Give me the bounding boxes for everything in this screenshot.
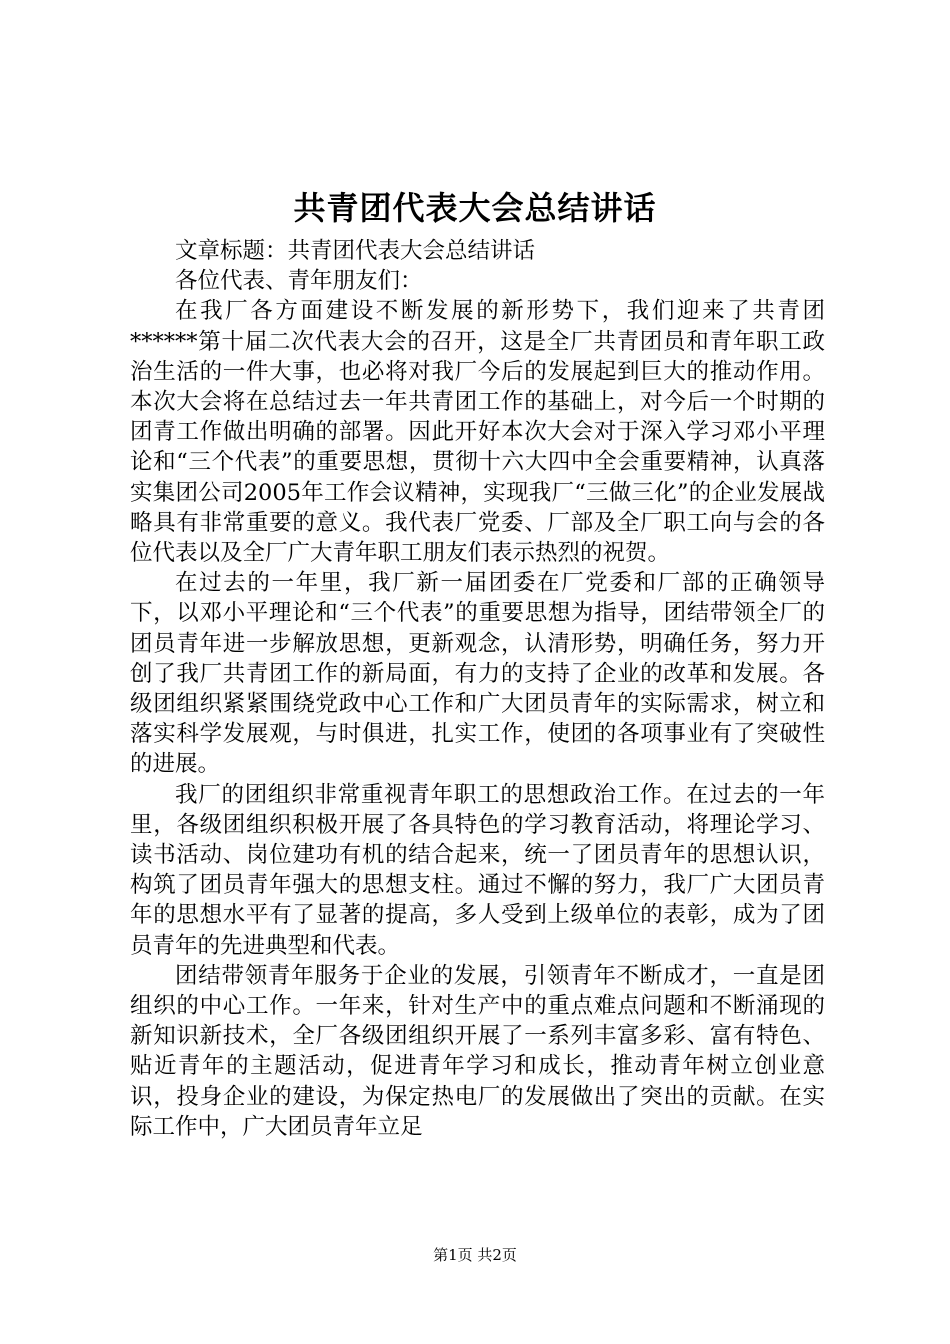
document-title: 共青团代表大会总结讲话	[293, 189, 657, 227]
salutation: 各位代表、青年朋友们：	[175, 268, 423, 295]
page-number-footer: 第1页 共2页	[433, 1246, 517, 1264]
article-title-line: 文章标题：共青团代表大会总结讲话	[175, 238, 536, 264]
paragraph: 我厂的团组织非常重视青年职工的思想政治工作。在过去的一年里，各级团组织积极开展了各具特色的学习教育活动，将理论学习、读书活动、岗位建功有机的结合起来，统一了团员青年的思想认识，构筑了团员青年强大的思想支柱。通过不懈的努力，我厂广大团员青年的思想水平有了显著的提高，多人受到上级单位的表彰，成为了团员青年的先进典型和代表。	[130, 781, 825, 959]
paragraph: 在我厂各方面建设不断发展的新形势下，我们迎来了共青团******第十届二次代表大会的召开，这是全厂共青团员和青年职工政治生活的一件大事，也必将对我厂今后的发展起到巨大的推动作用。本次大会将在总结过去一年共青团工作的基础上，对今后一个时期的团青工作做出明确的部署。因此开好本次大会对于深入学习邓小平理论和“三个代表”的重要思想，贯彻十六大四中全会重要精神，认真落实集团公司2005年工作会议精神，实现我厂“三做三化”的企业发展战略具有非常重要的意义。我代表厂党委、厂部及全厂职工向与会的各位代表以及全厂广大青年职工朋友们表示热烈的祝贺。	[130, 298, 825, 567]
paragraph: 团结带领青年服务于企业的发展，引领青年不断成才，一直是团组织的中心工作。一年来，针对生产中的重点难点问题和不断涌现的新知识新技术，全厂各级团组织开展了一系列丰富多彩、富有特色、贴近青年的主题活动，促进青年学习和成长，推动青年树立创业意识，投身企业的建设，为保定热电厂的发展做出了突出的贡献。在实际工作中，广大团员青年立足	[130, 962, 825, 1140]
paragraph: 在过去的一年里，我厂新一届团委在厂党委和厂部的正确领导下，以邓小平理论和“三个代表”的重要思想为指导，团结带领全厂的团员青年进一步解放思想，更新观念，认清形势，明确任务，努力开创了我厂共青团工作的新局面，有力的支持了企业的改革和发展。各级团组织紧紧围绕党政中心工作和广大团员青年的实际需求，树立和落实科学发展观，与时俱进，扎实工作，使团的各项事业有了突破性的进展。	[130, 570, 825, 778]
document-body	[130, 236, 825, 1142]
